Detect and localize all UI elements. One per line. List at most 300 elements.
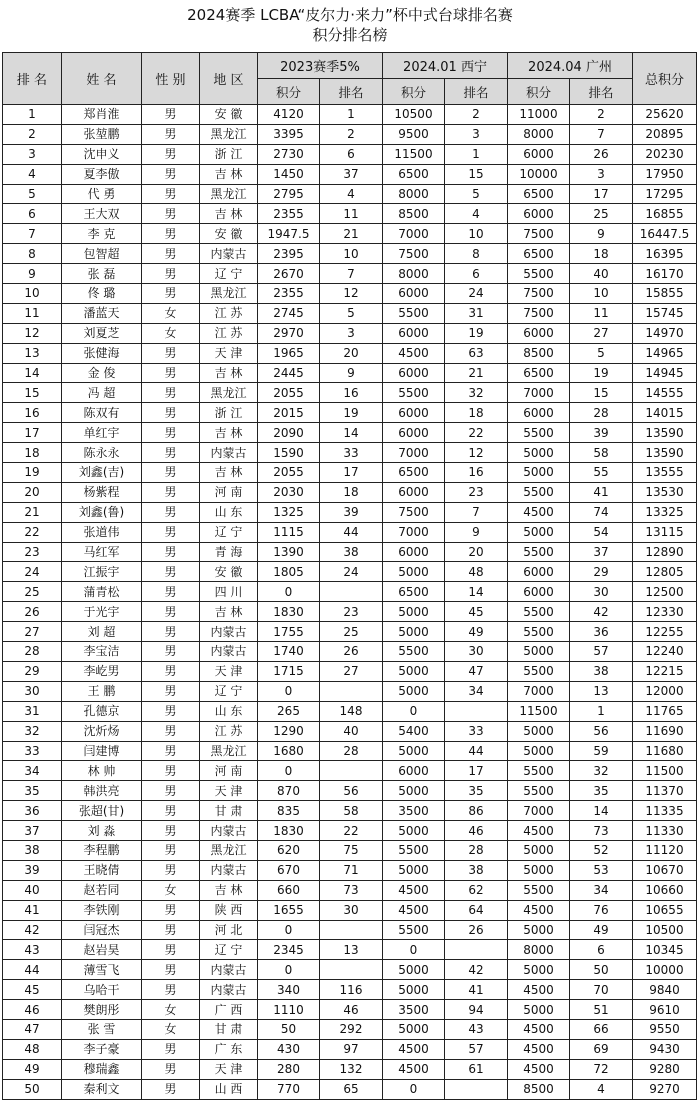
subheader-points: 积分 — [508, 79, 570, 105]
cell-event3-points: 5500 — [508, 602, 570, 622]
cell-gender: 男 — [142, 940, 200, 960]
cell-total-points: 10345 — [633, 940, 697, 960]
table-row — [3, 602, 697, 622]
table-row — [3, 463, 697, 483]
cell-rank: 35 — [3, 781, 62, 801]
cell-event1-points: 2030 — [258, 482, 320, 502]
cell-gender: 男 — [142, 144, 200, 164]
cell-event1-place: 71 — [320, 860, 383, 880]
cell-event1-place: 14 — [320, 423, 383, 443]
cell-rank: 34 — [3, 761, 62, 781]
cell-player-name: 张 磊 — [62, 264, 142, 284]
cell-event3-points: 6000 — [508, 582, 570, 602]
cell-event1-place: 148 — [320, 701, 383, 721]
table-row — [3, 980, 697, 1000]
cell-event2-place: 17 — [445, 761, 508, 781]
cell-event1-place — [320, 761, 383, 781]
cell-event2-place: 20 — [445, 542, 508, 562]
cell-total-points: 9610 — [633, 1000, 697, 1020]
cell-event3-points: 4500 — [508, 980, 570, 1000]
cell-event3-place: 54 — [570, 522, 633, 542]
cell-gender: 男 — [142, 701, 200, 721]
cell-region: 江 苏 — [200, 303, 258, 323]
cell-event2-points: 6000 — [383, 542, 445, 562]
cell-event2-place: 64 — [445, 900, 508, 920]
header-region: 地 区 — [200, 53, 258, 105]
cell-event3-points: 5500 — [508, 661, 570, 681]
cell-rank: 49 — [3, 1059, 62, 1079]
cell-event1-place: 56 — [320, 781, 383, 801]
header-gender: 性 别 — [142, 53, 200, 105]
cell-event2-points: 8000 — [383, 264, 445, 284]
cell-event1-place: 6 — [320, 144, 383, 164]
cell-event1-place: 22 — [320, 821, 383, 841]
subheader-points: 积分 — [258, 79, 320, 105]
table-row — [3, 761, 697, 781]
cell-event2-points: 4500 — [383, 1059, 445, 1079]
cell-event1-points: 2970 — [258, 323, 320, 343]
cell-event2-place: 48 — [445, 562, 508, 582]
table-row — [3, 701, 697, 721]
cell-rank: 21 — [3, 502, 62, 522]
cell-event2-points: 5400 — [383, 721, 445, 741]
table-row — [3, 224, 697, 244]
cell-event1-points: 50 — [258, 1019, 320, 1039]
cell-region: 辽 宁 — [200, 264, 258, 284]
cell-player-name: 秦利文 — [62, 1079, 142, 1099]
table-row — [3, 681, 697, 701]
cell-event3-place: 35 — [570, 781, 633, 801]
cell-event3-place: 72 — [570, 1059, 633, 1079]
cell-event1-points: 1755 — [258, 622, 320, 642]
cell-total-points: 15855 — [633, 284, 697, 304]
cell-rank: 6 — [3, 204, 62, 224]
cell-event3-place: 10 — [570, 284, 633, 304]
cell-event2-place: 21 — [445, 363, 508, 383]
cell-rank: 8 — [3, 244, 62, 264]
cell-event1-points: 0 — [258, 681, 320, 701]
cell-event1-points: 1830 — [258, 602, 320, 622]
cell-event2-points: 4500 — [383, 880, 445, 900]
cell-region: 吉 林 — [200, 423, 258, 443]
table-row — [3, 204, 697, 224]
cell-event2-points: 5000 — [383, 681, 445, 701]
cell-gender: 男 — [142, 920, 200, 940]
table-row — [3, 582, 697, 602]
cell-total-points: 12330 — [633, 602, 697, 622]
cell-player-name: 穆瑞鑫 — [62, 1059, 142, 1079]
cell-event2-place: 15 — [445, 164, 508, 184]
cell-player-name: 王大双 — [62, 204, 142, 224]
cell-event2-place — [445, 701, 508, 721]
cell-event3-place: 37 — [570, 542, 633, 562]
cell-event3-place: 51 — [570, 1000, 633, 1020]
cell-rank: 46 — [3, 1000, 62, 1020]
table-row — [3, 940, 697, 960]
cell-player-name: 林 帅 — [62, 761, 142, 781]
cell-rank: 24 — [3, 562, 62, 582]
cell-event3-place: 13 — [570, 681, 633, 701]
page-title: 2024赛季 LCBA“皮尔力·来力”杯中式台球排名赛 — [187, 6, 513, 24]
cell-event3-place: 58 — [570, 443, 633, 463]
cell-event2-points: 5000 — [383, 821, 445, 841]
cell-event1-place: 44 — [320, 522, 383, 542]
cell-rank: 45 — [3, 980, 62, 1000]
cell-event2-points: 6000 — [383, 423, 445, 443]
cell-rank: 32 — [3, 721, 62, 741]
cell-event1-points: 2055 — [258, 463, 320, 483]
cell-event3-place: 27 — [570, 323, 633, 343]
header-name: 姓 名 — [62, 53, 142, 105]
cell-gender: 男 — [142, 821, 200, 841]
cell-event3-points: 5000 — [508, 1000, 570, 1020]
cell-event1-place: 18 — [320, 482, 383, 502]
cell-rank: 17 — [3, 423, 62, 443]
cell-event3-points: 5500 — [508, 423, 570, 443]
cell-region: 黑龙江 — [200, 383, 258, 403]
cell-region: 内蒙古 — [200, 622, 258, 642]
cell-event3-place: 17 — [570, 184, 633, 204]
cell-event1-points: 2395 — [258, 244, 320, 264]
cell-gender: 女 — [142, 880, 200, 900]
cell-event2-points: 6000 — [383, 482, 445, 502]
cell-gender: 男 — [142, 781, 200, 801]
cell-event2-points: 4500 — [383, 900, 445, 920]
cell-event3-place: 40 — [570, 264, 633, 284]
cell-rank: 44 — [3, 960, 62, 980]
cell-event3-place: 3 — [570, 164, 633, 184]
cell-total-points: 25620 — [633, 105, 697, 125]
cell-player-name: 张健海 — [62, 343, 142, 363]
cell-event3-place: 53 — [570, 860, 633, 880]
table-row — [3, 144, 697, 164]
cell-region: 吉 林 — [200, 602, 258, 622]
cell-total-points: 17950 — [633, 164, 697, 184]
cell-event2-place: 10 — [445, 224, 508, 244]
cell-event2-points: 4500 — [383, 1039, 445, 1059]
cell-region: 黑龙江 — [200, 124, 258, 144]
cell-region: 内蒙古 — [200, 960, 258, 980]
cell-event3-place: 57 — [570, 642, 633, 662]
cell-player-name: 薄雪飞 — [62, 960, 142, 980]
cell-event1-place: 4 — [320, 184, 383, 204]
cell-event3-place: 28 — [570, 403, 633, 423]
cell-event1-points: 1805 — [258, 562, 320, 582]
cell-event1-place: 73 — [320, 880, 383, 900]
cell-event3-points: 6500 — [508, 363, 570, 383]
cell-event3-points: 5500 — [508, 482, 570, 502]
cell-gender: 男 — [142, 284, 200, 304]
table-row — [3, 1039, 697, 1059]
cell-rank: 14 — [3, 363, 62, 383]
cell-rank: 31 — [3, 701, 62, 721]
cell-event3-place: 42 — [570, 602, 633, 622]
cell-total-points: 11680 — [633, 741, 697, 761]
cell-region: 吉 林 — [200, 363, 258, 383]
cell-region: 吉 林 — [200, 463, 258, 483]
table-row — [3, 363, 697, 383]
cell-rank: 29 — [3, 661, 62, 681]
cell-player-name: 李程鹏 — [62, 840, 142, 860]
cell-region: 辽 宁 — [200, 940, 258, 960]
table-row — [3, 383, 697, 403]
table-row — [3, 900, 697, 920]
cell-event2-place: 34 — [445, 681, 508, 701]
cell-event2-points: 6500 — [383, 164, 445, 184]
cell-region: 吉 林 — [200, 880, 258, 900]
cell-event2-place: 9 — [445, 522, 508, 542]
cell-event2-points: 9500 — [383, 124, 445, 144]
cell-rank: 28 — [3, 642, 62, 662]
cell-event3-points: 4500 — [508, 1059, 570, 1079]
cell-event1-place: 10 — [320, 244, 383, 264]
cell-event2-points: 6500 — [383, 582, 445, 602]
cell-player-name: 张堃鹏 — [62, 124, 142, 144]
cell-event1-place: 5 — [320, 303, 383, 323]
cell-rank: 25 — [3, 582, 62, 602]
cell-gender: 男 — [142, 264, 200, 284]
cell-total-points: 12240 — [633, 642, 697, 662]
cell-player-name: 陈永永 — [62, 443, 142, 463]
cell-event2-place: 4 — [445, 204, 508, 224]
cell-total-points: 10655 — [633, 900, 697, 920]
cell-event1-points: 430 — [258, 1039, 320, 1059]
table-row — [3, 482, 697, 502]
cell-event3-points: 5000 — [508, 840, 570, 860]
cell-event1-place: 3 — [320, 323, 383, 343]
cell-event2-points: 7500 — [383, 502, 445, 522]
cell-region: 黑龙江 — [200, 741, 258, 761]
cell-event2-points: 3500 — [383, 1000, 445, 1020]
cell-region: 天 津 — [200, 343, 258, 363]
cell-event3-points: 5000 — [508, 721, 570, 741]
cell-rank: 37 — [3, 821, 62, 841]
cell-event3-points: 4500 — [508, 1039, 570, 1059]
cell-event1-points: 2345 — [258, 940, 320, 960]
cell-gender: 男 — [142, 801, 200, 821]
cell-total-points: 12805 — [633, 562, 697, 582]
cell-event1-points: 2445 — [258, 363, 320, 383]
cell-event3-place: 30 — [570, 582, 633, 602]
cell-event1-place: 30 — [320, 900, 383, 920]
cell-total-points: 9270 — [633, 1079, 697, 1099]
cell-event3-points: 6000 — [508, 144, 570, 164]
cell-event3-place: 18 — [570, 244, 633, 264]
cell-player-name: 张超(甘) — [62, 801, 142, 821]
cell-event3-place: 74 — [570, 502, 633, 522]
cell-event3-place: 49 — [570, 920, 633, 940]
cell-gender: 女 — [142, 1019, 200, 1039]
cell-region: 山 东 — [200, 502, 258, 522]
table-row — [3, 343, 697, 363]
cell-event1-place: 27 — [320, 661, 383, 681]
cell-gender: 男 — [142, 741, 200, 761]
cell-gender: 男 — [142, 403, 200, 423]
cell-event2-points: 8500 — [383, 204, 445, 224]
cell-event3-points: 6000 — [508, 204, 570, 224]
cell-player-name: 刘鑫(吉) — [62, 463, 142, 483]
cell-event3-place: 39 — [570, 423, 633, 443]
cell-region: 江 苏 — [200, 323, 258, 343]
cell-rank: 1 — [3, 105, 62, 125]
cell-gender: 男 — [142, 582, 200, 602]
cell-event3-place: 70 — [570, 980, 633, 1000]
cell-gender: 男 — [142, 1079, 200, 1099]
cell-event1-place: 58 — [320, 801, 383, 821]
cell-event2-points: 6000 — [383, 761, 445, 781]
cell-gender: 男 — [142, 244, 200, 264]
cell-event3-place: 56 — [570, 721, 633, 741]
cell-gender: 男 — [142, 105, 200, 125]
cell-player-name: 闫冠杰 — [62, 920, 142, 940]
cell-event1-points: 660 — [258, 880, 320, 900]
cell-rank: 42 — [3, 920, 62, 940]
cell-player-name: 刘鑫(鲁) — [62, 502, 142, 522]
cell-event2-place: 86 — [445, 801, 508, 821]
cell-event1-place: 28 — [320, 741, 383, 761]
cell-player-name: 单红宇 — [62, 423, 142, 443]
cell-gender: 男 — [142, 980, 200, 1000]
cell-total-points: 12255 — [633, 622, 697, 642]
cell-gender: 男 — [142, 482, 200, 502]
table-row — [3, 1079, 697, 1099]
subheader-place: 排名 — [570, 79, 633, 105]
cell-event2-place: 45 — [445, 602, 508, 622]
cell-event2-points: 5000 — [383, 980, 445, 1000]
cell-rank: 48 — [3, 1039, 62, 1059]
cell-total-points: 12000 — [633, 681, 697, 701]
table-row — [3, 264, 697, 284]
cell-total-points: 10500 — [633, 920, 697, 940]
cell-total-points: 13555 — [633, 463, 697, 483]
cell-event2-points: 5000 — [383, 562, 445, 582]
cell-event1-points: 2730 — [258, 144, 320, 164]
cell-total-points: 13590 — [633, 423, 697, 443]
cell-player-name: 王晓倩 — [62, 860, 142, 880]
cell-gender: 男 — [142, 602, 200, 622]
cell-total-points: 9550 — [633, 1019, 697, 1039]
cell-event1-place: 9 — [320, 363, 383, 383]
header-event-2023: 2023赛季5% — [258, 53, 383, 79]
cell-rank: 23 — [3, 542, 62, 562]
cell-event1-points: 1290 — [258, 721, 320, 741]
cell-region: 辽 宁 — [200, 681, 258, 701]
cell-event1-place: 33 — [320, 443, 383, 463]
cell-player-name: 赵若同 — [62, 880, 142, 900]
cell-rank: 43 — [3, 940, 62, 960]
cell-player-name: 于光宇 — [62, 602, 142, 622]
cell-event3-points: 5000 — [508, 860, 570, 880]
cell-total-points: 13115 — [633, 522, 697, 542]
cell-gender: 男 — [142, 224, 200, 244]
cell-rank: 40 — [3, 880, 62, 900]
cell-total-points: 20230 — [633, 144, 697, 164]
cell-event2-points: 5500 — [383, 303, 445, 323]
cell-event1-points: 4120 — [258, 105, 320, 125]
cell-rank: 5 — [3, 184, 62, 204]
cell-player-name: 赵岩昊 — [62, 940, 142, 960]
cell-rank: 12 — [3, 323, 62, 343]
cell-event1-points: 1715 — [258, 661, 320, 681]
cell-region: 天 津 — [200, 1059, 258, 1079]
cell-event2-points: 5500 — [383, 920, 445, 940]
cell-event2-place: 47 — [445, 661, 508, 681]
table-row — [3, 880, 697, 900]
table-row — [3, 622, 697, 642]
cell-region: 黑龙江 — [200, 840, 258, 860]
cell-gender: 男 — [142, 960, 200, 980]
cell-total-points: 13325 — [633, 502, 697, 522]
cell-event3-points: 6500 — [508, 244, 570, 264]
cell-total-points: 9840 — [633, 980, 697, 1000]
cell-event1-points: 2355 — [258, 204, 320, 224]
cell-gender: 女 — [142, 303, 200, 323]
page-subtitle: 积分排名榜 — [312, 26, 388, 44]
cell-event1-place: 97 — [320, 1039, 383, 1059]
cell-region: 内蒙古 — [200, 860, 258, 880]
cell-event2-place: 62 — [445, 880, 508, 900]
cell-total-points: 9280 — [633, 1059, 697, 1079]
cell-event1-place: 2 — [320, 124, 383, 144]
cell-event3-points: 5500 — [508, 622, 570, 642]
cell-event1-place: 75 — [320, 840, 383, 860]
table-row — [3, 562, 697, 582]
cell-player-name: 乌哈干 — [62, 980, 142, 1000]
cell-event3-points: 7000 — [508, 801, 570, 821]
cell-region: 内蒙古 — [200, 443, 258, 463]
cell-region: 四 川 — [200, 582, 258, 602]
cell-event2-place: 22 — [445, 423, 508, 443]
cell-event1-points: 2745 — [258, 303, 320, 323]
cell-event3-points: 5000 — [508, 741, 570, 761]
cell-event3-place: 50 — [570, 960, 633, 980]
cell-gender: 男 — [142, 443, 200, 463]
cell-event2-place: 3 — [445, 124, 508, 144]
cell-event2-points: 3500 — [383, 801, 445, 821]
cell-total-points: 14970 — [633, 323, 697, 343]
cell-event3-points: 10000 — [508, 164, 570, 184]
cell-total-points: 9430 — [633, 1039, 697, 1059]
table-row — [3, 661, 697, 681]
cell-event2-points: 6000 — [383, 323, 445, 343]
cell-event2-points: 5000 — [383, 602, 445, 622]
cell-player-name: 冯 超 — [62, 383, 142, 403]
cell-gender: 男 — [142, 1059, 200, 1079]
cell-event3-points: 11500 — [508, 701, 570, 721]
cell-rank: 15 — [3, 383, 62, 403]
cell-event1-place: 16 — [320, 383, 383, 403]
cell-event3-points: 5000 — [508, 960, 570, 980]
cell-event3-points: 8000 — [508, 124, 570, 144]
cell-event3-place: 26 — [570, 144, 633, 164]
cell-event3-place: 73 — [570, 821, 633, 841]
cell-gender: 男 — [142, 681, 200, 701]
cell-total-points: 11500 — [633, 761, 697, 781]
cell-event1-place: 38 — [320, 542, 383, 562]
cell-gender: 男 — [142, 721, 200, 741]
cell-player-name: 李子豪 — [62, 1039, 142, 1059]
table-row — [3, 721, 697, 741]
cell-event2-place: 23 — [445, 482, 508, 502]
table-row — [3, 284, 697, 304]
cell-event1-place — [320, 582, 383, 602]
cell-region: 黑龙江 — [200, 184, 258, 204]
cell-event3-points: 4500 — [508, 1019, 570, 1039]
subheader-points: 积分 — [383, 79, 445, 105]
cell-player-name: 郑肖淮 — [62, 105, 142, 125]
cell-event1-place: 116 — [320, 980, 383, 1000]
table-row — [3, 542, 697, 562]
